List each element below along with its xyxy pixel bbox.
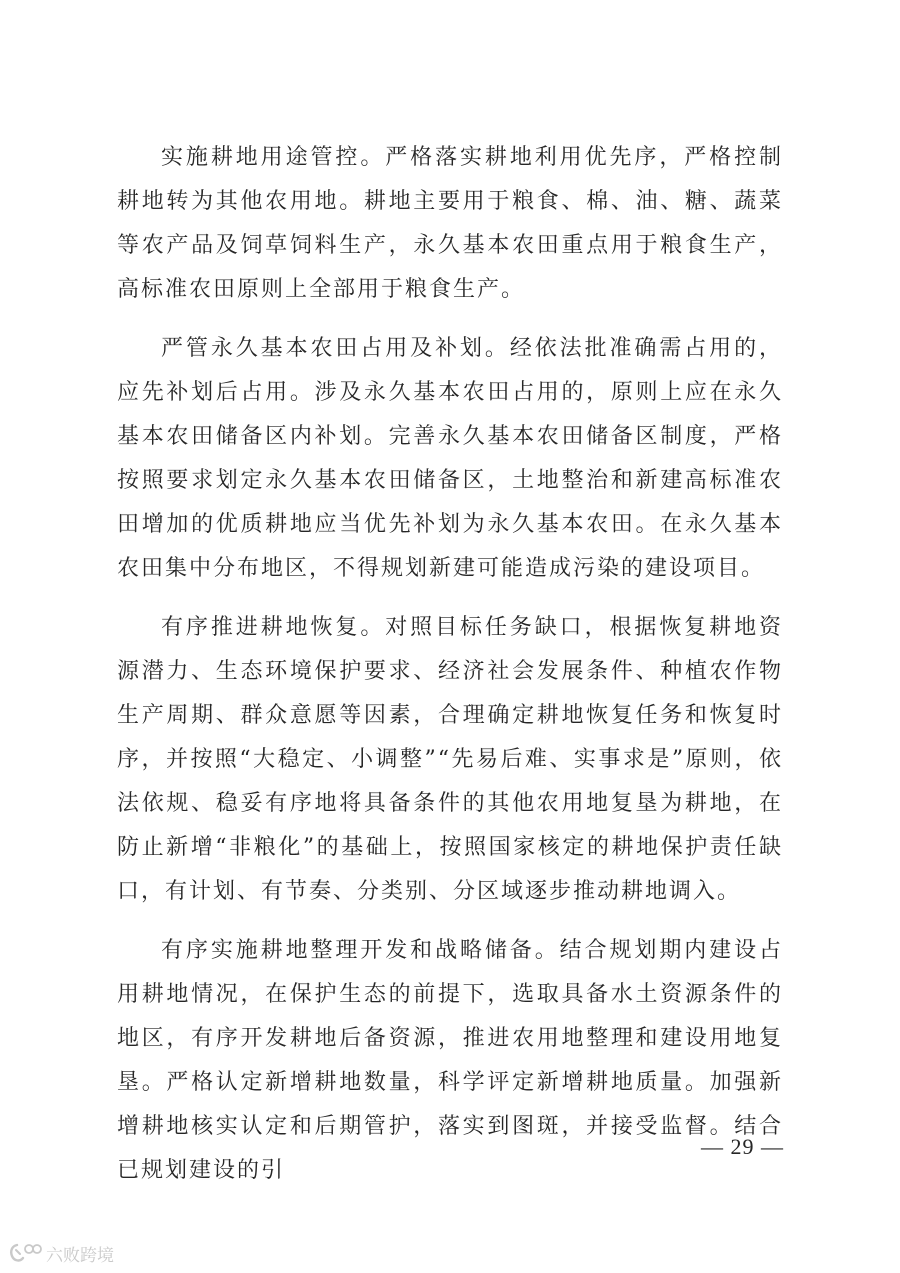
watermark-text: 六败跨境 (46, 1245, 114, 1266)
paragraph-farmland-development-reserve: 有序实施耕地整理开发和战略储备。结合规划期内建设占用耕地情况，在保护生态的前提下，选取具备水土资源条件的地区，有序开发耕地后备资源，推进农用地整理和建设用地复垦。严格认定新增耕地数量，科学评定新增耕地质量。加强新增耕地核实认定和后期管护，落实到图斑，并接受监督。结合已规划建设的引 (117, 938, 783, 1183)
document-body (117, 136, 783, 1208)
paragraph-land-use-control: 实施耕地用途管控。严格落实耕地利用优先序，严格控制耕地转为其他农用地。耕地主要用于粮食、棉、油、糖、蔬菜等农产品及饲草饲料生产，永久基本农田重点用于粮食生产，高标准农田原则上全部用于粮食生产。 (117, 145, 783, 302)
paragraph-farmland-restoration: 有序推进耕地恢复。对照目标任务缺口，根据恢复耕地资源潜力、生态环境保护要求、经济社会发展条件、种植农作物生产周期、群众意愿等因素，合理确定耕地恢复任务和恢复时序，并按照“大稳定、小调整”“先易后难、实事求是”原则，依法依规、稳妥有序地将具备条件的其他农用地复垦为耕地，在防止新增“非粮化”的基础上，按照国家核定的耕地保护责任缺口，有计划、有节奏、分类别、分区域逐步推动耕地调入。 (117, 615, 783, 904)
watermark-logo-icon (8, 1242, 42, 1264)
paragraph-basic-farmland-occupation: 严管永久基本农田占用及补划。经依法批准确需占用的，应先补划后占用。涉及永久基本农田占用的，原则上应在永久基本农田储备区内补划。完善永久基本农田储备区制度，严格按照要求划定永久基本农田储备区，土地整治和新建高标准农田增加的优质耕地应当优先补划为永久基本农田。在永久基本农田集中分布地区，不得规划新建可能造成污染的建设项目。 (117, 336, 783, 581)
page-number: — 29 — (701, 1134, 784, 1159)
watermark (8, 1240, 114, 1266)
